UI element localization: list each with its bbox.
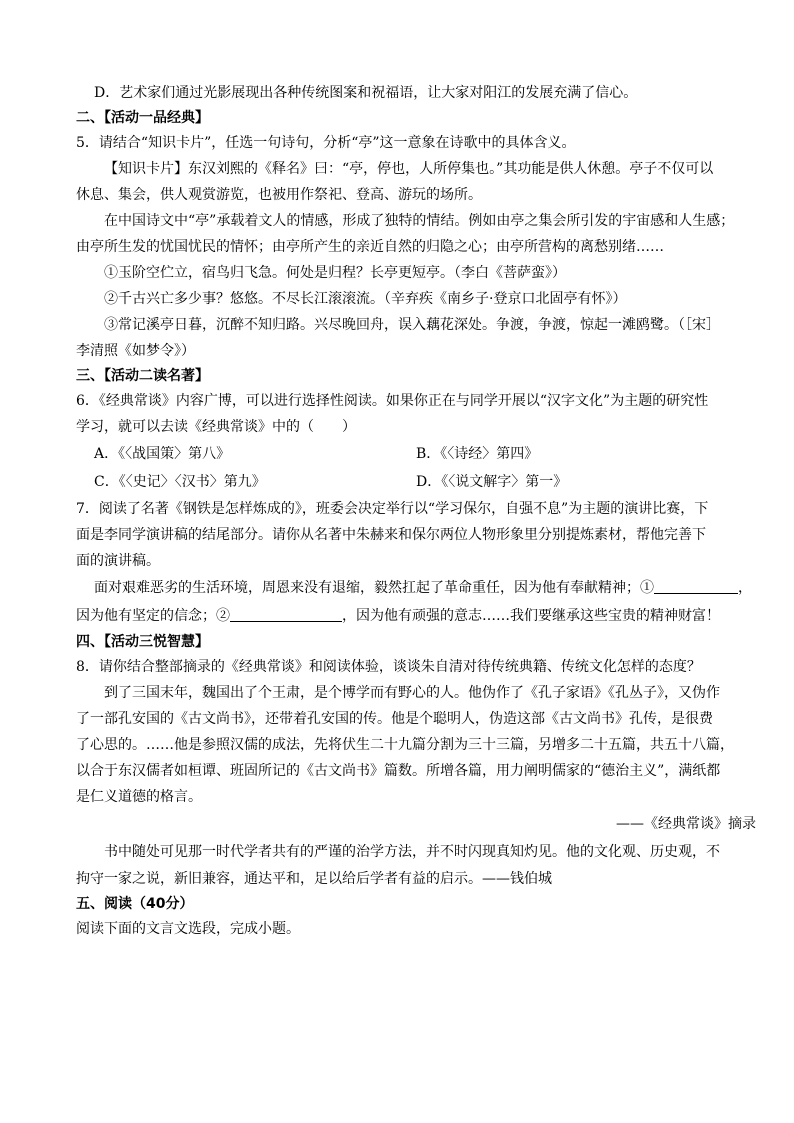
q4-option-d: D．艺术家们通过光影展现出各种传统图案和祝福语，让大家对阳江的发展充满了信心。: [94, 85, 638, 101]
q6-option-a: A．《〈战国策〉第八》: [94, 446, 231, 462]
speech-line1: [76, 574, 756, 602]
q7-stem-line3: 面的演讲稿。: [76, 553, 160, 569]
section-heading-activity1: 二、【活动一品经典】: [76, 110, 209, 126]
reading-instruction: 阅读下面的文言文选段，完成小题。: [76, 921, 300, 937]
ting-paragraph-line2: 由亭所生发的忧国忧民的情怀；由亭所产生的亲近自然的归隐之心；由亭所营构的离愁别绪……: [76, 239, 664, 255]
q6-option-b: B．《〈诗经〉第四》: [416, 446, 539, 462]
knowledge-card-line1: 【知识卡片】东汉刘熙的《释名》曰：“亭，停也，人所停集也。”其功能是供人休憩。亭子不仅可以: [104, 161, 714, 177]
q6-stem-line1: 6．《经典常谈》内容广博，可以进行选择性阅读。如果你正在与同学开展以“汉字文化”为主题的研究性: [76, 393, 709, 409]
excerpt-source: ——《经典常谈》摘录: [616, 816, 756, 832]
speech-line2-end: ，因为他有顽强的意志……我们要继承这些宝贵的精神财富！: [342, 608, 720, 624]
q6-options-row1: [76, 440, 756, 468]
excerpt-line4: 以合于东汉儒者如桓谭、班固所记的《古文尚书》篇数。所增各篇，用力阐明儒家的“德治主义”，满纸都: [76, 763, 721, 779]
q7-stem-line1: 7．阅读了名著《钢铁是怎样炼成的》，班委会决定举行以“学习保尔，自强不息”为主题的演讲比赛，下: [76, 501, 709, 517]
excerpt-line5: 是仁义道德的格言。: [76, 789, 202, 805]
q6-option-c: C．《〈史记〉〈汉书〉第九》: [94, 474, 266, 490]
poem-3-line1: ③常记溪亭日暮，沉醉不知归路。兴尽晚回舟，误入藕花深处。争渡，争渡，惊起一滩鸥鹭。（［宋］: [104, 317, 720, 333]
speech-line1-end: ，: [738, 580, 752, 596]
knowledge-card-line2: 休息、集会，供人观赏游览，也被用作祭祀、登高、游玩的场所。: [76, 187, 482, 203]
poem-1: ①玉阶空伫立，宿鸟归飞急。何处是归程？长亭更短亭。（李白《菩萨蛮》）: [104, 265, 566, 281]
exam-page: [76, 80, 756, 942]
section-heading-reading: 五、阅读（40分）: [76, 896, 194, 912]
section-heading-activity3: 四、【活动三悦智慧】: [76, 634, 209, 650]
excerpt-line1: 到了三国末年，魏国出了个王肃，是个博学而有野心的人。他伪作了《孔子家语》《孔丛子》，又伪作: [104, 685, 720, 701]
excerpt-line3: 了心思的。……他是参照汉儒的成法，先将伏生二十九篇分割为三十三篇，另增多二十五篇，共五十八篇，: [76, 737, 734, 753]
q7-stem-line2: 面是李同学演讲稿的结尾部分。请你从名著中朱赫来和保尔两位人物形象里分别提炼素材，帮他完善下: [76, 527, 706, 543]
speech-line1-text: 面对艰难恶劣的生活环境，周恩来没有退缩，毅然扛起了革命重任，因为他有奉献精神；①: [94, 580, 654, 596]
q5-stem: 5．请结合“知识卡片”，任选一句诗句，分析“亭”这一意象在诗歌中的具体含义。: [76, 135, 576, 151]
speech-line2-start: 因为他有坚定的信念；②: [76, 608, 230, 624]
answer-blank-1[interactable]: [654, 577, 738, 594]
poem-2: ②千古兴亡多少事？悠悠。不尽长江滚滚流。（辛弃疾《南乡子·登京口北固亭有怀》）: [104, 291, 627, 307]
answer-blank-2[interactable]: [230, 605, 342, 622]
ting-paragraph-line1: 在中国诗文中“亭”承载着文人的情感，形成了独特的情结。例如由亭之集会所引发的宇宙感和人生感；: [104, 213, 735, 229]
excerpt-line2: 了一部孔安国的《古文尚书》，还带着孔安国的传。他是个聪明人，伪造这部《古文尚书》孔传，是很费: [76, 711, 713, 727]
q6-stem-line2: 学习，就可以去读《经典常谈》中的（ ）: [76, 419, 356, 435]
q8-stem: 8．请你结合整部摘录的《经典常谈》和阅读体验，谈谈朱自清对待传统典籍、传统文化怎样的态度？: [76, 659, 701, 675]
speech-line2: [76, 602, 756, 630]
quote-line1: 书中随处可见那一时代学者共有的严谨的治学方法，并不时闪现真知灼见。他的文化观、历史观，不: [104, 844, 720, 860]
poem-3-line2: 李清照《如梦令》）: [76, 343, 195, 359]
q6-option-d: D．《〈说文解字〉第一》: [416, 474, 568, 490]
section-heading-activity2: 三、【活动二读名著】: [76, 368, 209, 384]
q6-options-row2: [76, 468, 756, 496]
quote-line2: 拘守一家之说，新旧兼容，通达平和，足以给后学者有益的启示。——钱伯城: [76, 871, 552, 887]
